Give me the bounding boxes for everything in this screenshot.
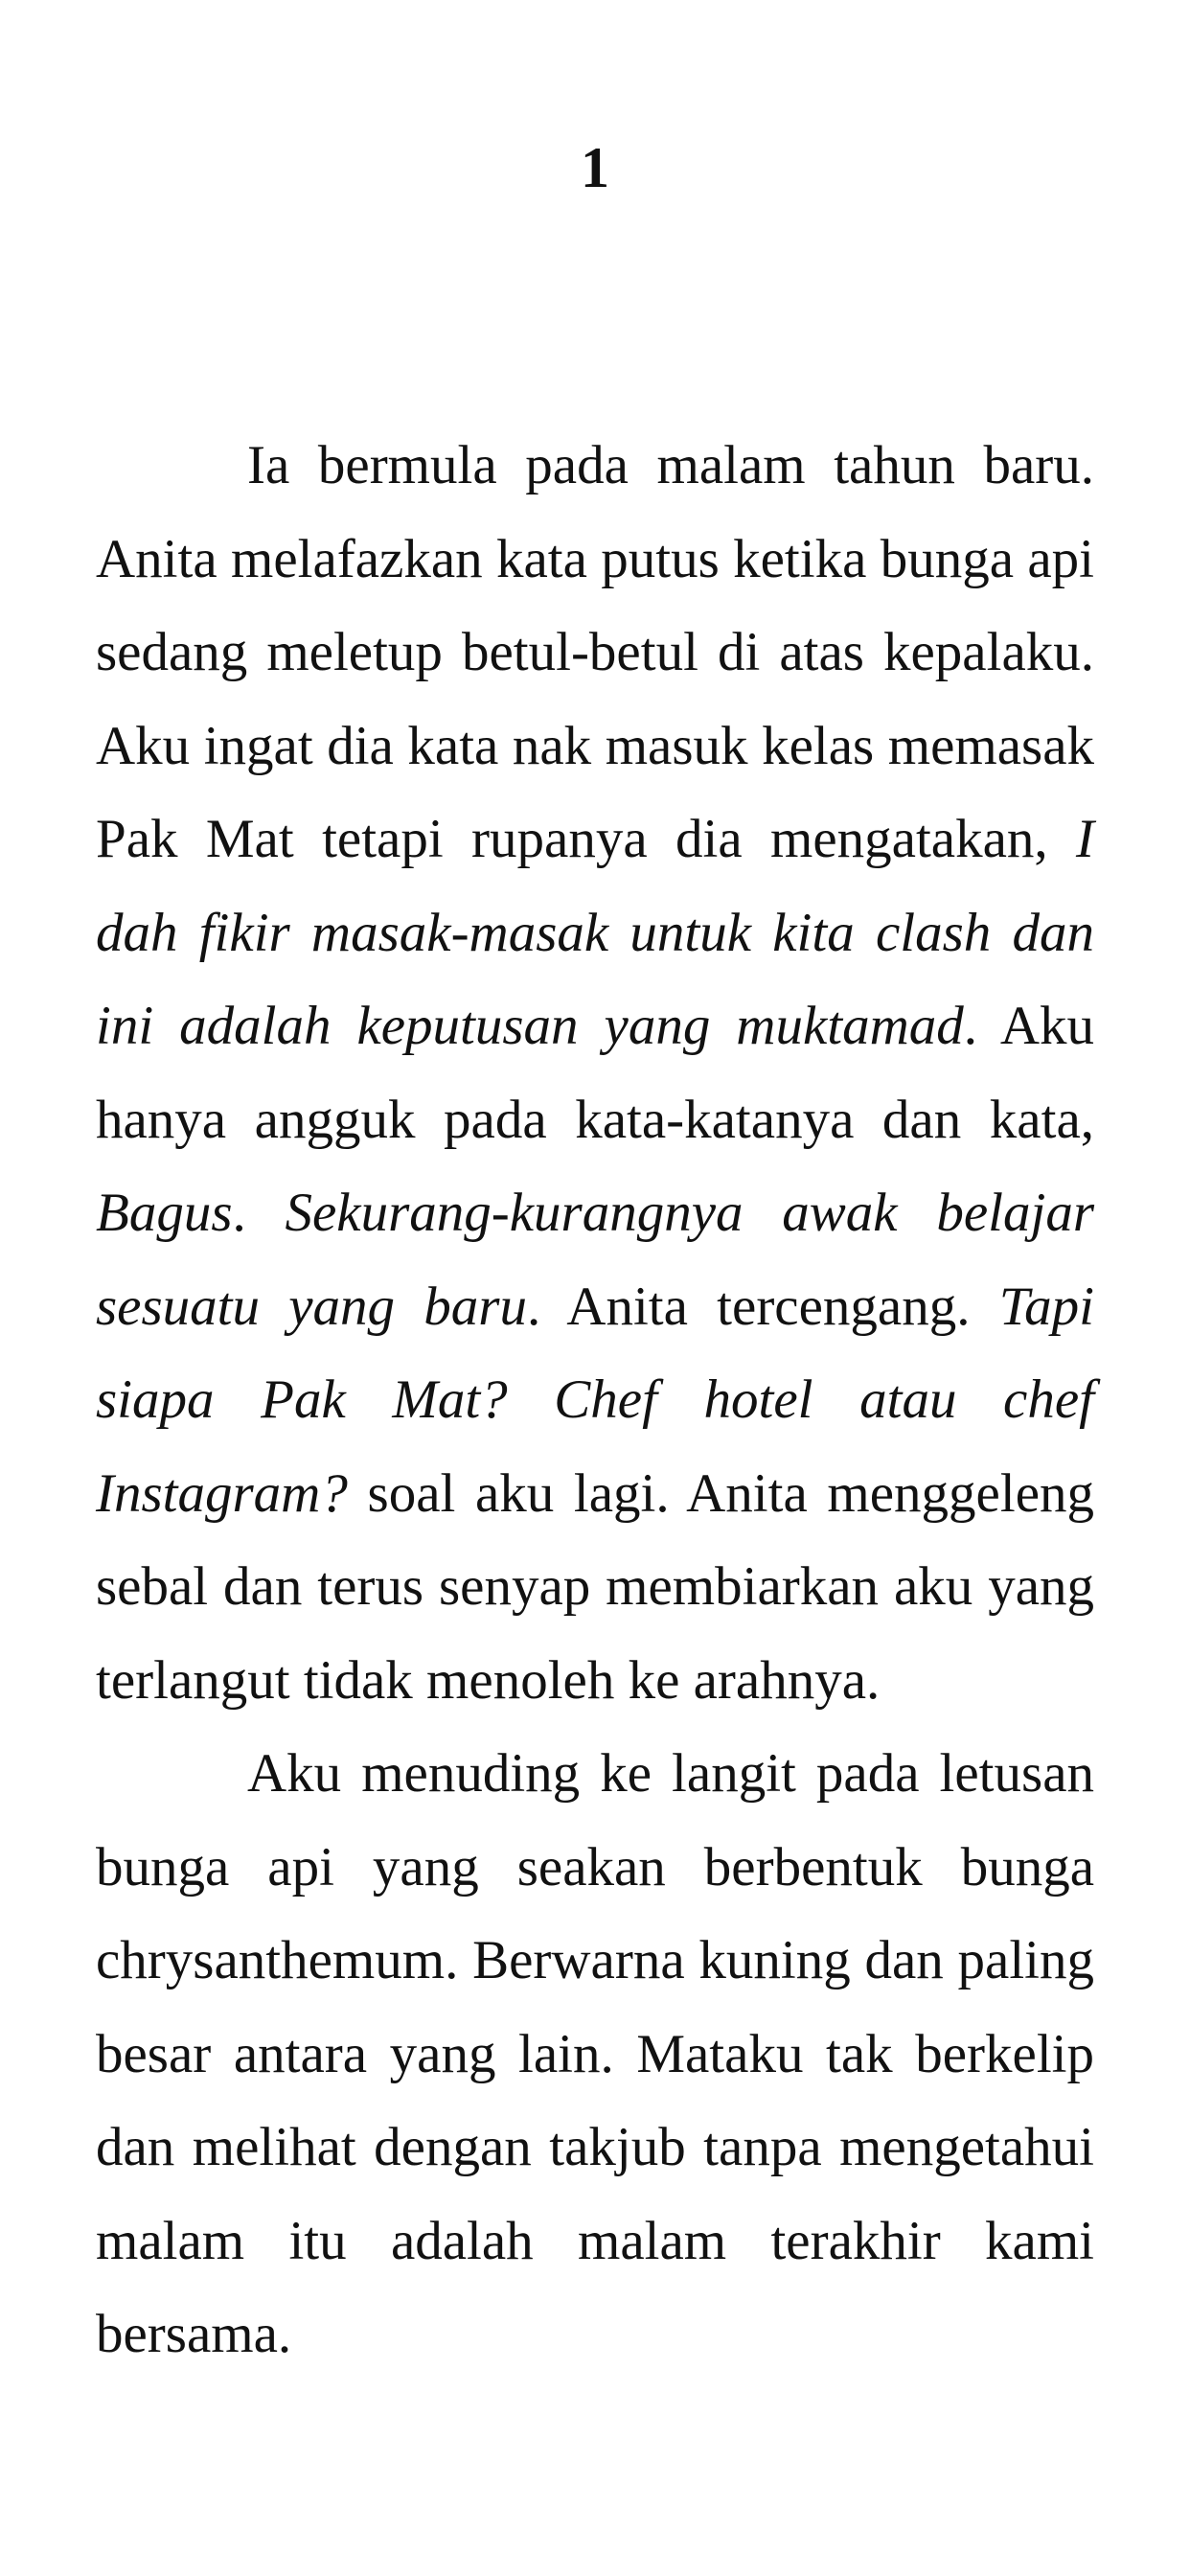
text-segment: . Anita tercengang. — [526, 1276, 999, 1337]
paragraph-1 — [96, 419, 1094, 1727]
text-segment: . Aku hanya angguk pada kata-katanya dan kata, — [96, 996, 1094, 1150]
italic-segment: Sekurang-kurangnya awak belajar sesuatu yang baru — [96, 1183, 1095, 1337]
text-segment: Aku menuding ke langit pada letusan bunga api yang seakan berbentuk bunga chrysanthemum. Berwarna kuning dan paling besar antara yang lain. Mataku tak berkelip dan melihat dengan takjub tanpa mengetahui malam itu adalah malam terakhir kami bersama. — [96, 1743, 1094, 2364]
italic-segment: Bagus — [96, 1183, 233, 1243]
text-segment: Ia bermula pada malam tahun baru. Anita melafazkan kata putus ketika bunga api sedang meletup betul-betul di atas kepalaku. Aku ingat dia kata nak masuk kelas memasak Pak Mat tetapi rupanya dia mengatakan, — [96, 435, 1094, 869]
text-segment: . — [232, 1183, 286, 1243]
chapter-number: 1 — [581, 136, 609, 199]
chapter-body — [96, 419, 1094, 2381]
italic-segment: Tapi siapa Pak Mat? Chef hotel atau chef Instagram? — [96, 1276, 1094, 1524]
paragraph-2 — [96, 1727, 1094, 2381]
italic-segment: I dah fikir masak-masak untuk kita clash dan ini adalah keputusan yang muktamad — [96, 809, 1094, 1056]
text-segment: soal aku lagi. Anita menggeleng sebal dan terus senyap membiarkan aku yang terlangut tidak menoleh ke arahnya. — [96, 1462, 1094, 1711]
